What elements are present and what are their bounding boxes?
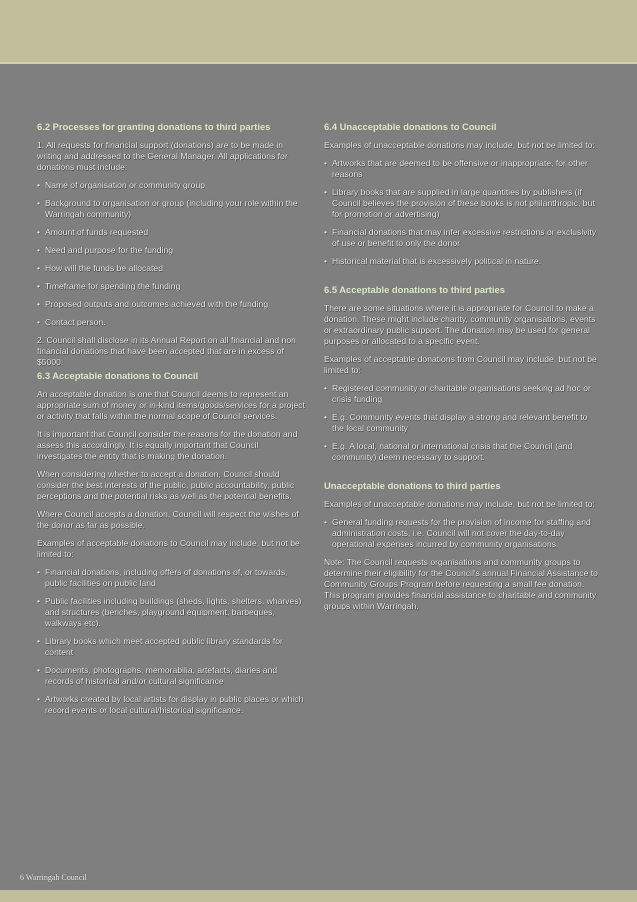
right-column [324,121,600,619]
paragraph: 1. All requests for financial support (donations) are to be made in writing and addressed to the General Manager. All applications for donations must include: [37,140,288,172]
bullet-list [37,180,305,328]
spacer [324,274,600,284]
section-6-3 [37,370,305,716]
section-heading: 6.2 Processes for granting donations to third parties [37,121,271,132]
paragraph: It is important that Council consider the reasons for the donation and assess this accordingly. It is equally important that Council investigates the entity that is making the donation. [37,429,298,461]
bullet-list [37,567,305,716]
paragraph: An acceptable donation is one that Council deems to represent an appropriate sum of money or in-kind items/goods/services for a project or activity that falls within the normal scope of Council services. [37,389,305,421]
bottom-band [0,890,637,902]
list-item: • Artworks created by local artists for display in public places or which record events or local cultural/historical significance. [37,694,305,716]
section-unacceptable-third-parties [324,480,600,612]
list-item: • Public facilities including buildings (sheds, lights, shelters, wharves) and structures (benches, playground equipment, barbeques, walkways etc). [37,596,305,629]
bullet-list [324,517,600,550]
list-item: • Name of organisation or community group [37,180,305,191]
page-footer: 6 Warringah Council [20,873,87,882]
list-item: • Historical material that is excessively political in nature. [324,256,600,267]
spacer [324,470,600,480]
list-item: • Contact person. [37,317,305,328]
section-6-2 [37,121,305,368]
section-heading: Unacceptable donations to third parties [324,480,501,491]
list-item: • Financial donations, including offers of donations of, or towards, public facilities on public land [37,567,305,589]
list-item: • Financial donations that may infer excessive restrictions or exclusivity of use or benefit to only the donor [324,227,600,249]
list-item: • Library books that are supplied in large quantities by publishers (if Council believes the provision of these books is not philanthropic, but for promotion or advertising) [324,187,600,220]
list-item: • Background to organisation or group (including your role within the Warringah community) [37,198,305,220]
paragraph: Examples of unacceptable donations may include, but not be limited to: [324,140,595,150]
top-band [0,0,637,64]
list-item: • How will the funds be allocated [37,263,305,274]
section-heading: 6.4 Unacceptable donations to Council [324,121,497,132]
section-heading: 6.5 Acceptable donations to third parties [324,284,505,295]
list-item: • Library books which meet accepted public library standards for content [37,636,305,658]
paragraph: Examples of acceptable donations to Council may include, but not be limited to: [37,538,300,559]
paragraph: When considering whether to accept a donation, Council should consider the best interests of the public, public accountability, public perceptions and the potential risks as well as the potential benefits. [37,469,295,501]
paragraph: Examples of acceptable donations from Council may include, but not be limited to: [324,354,597,375]
list-item: • General funding requests for the provision of income for staffing and administration costs, i.e. Council will not cover the day-to-day operational expenses incurred by community organisations. [324,517,600,550]
list-item: • Registered community or charitable organisations seeking ad hoc or crisis funding [324,383,600,405]
section-6-5 [324,284,600,463]
paragraph: Where Council accepts a donation, Council will respect the wishes of the donor as far as possible. [37,509,299,530]
bullet-list [324,383,600,463]
paragraph: There are some situations where it is appropriate for Council to make a donation. These might include charity, community organisations, events or extraordinary public support. The donation may be used for general purposes or allocated to a specific event. [324,303,596,346]
list-item: • E.g. A local, national or international crisis that the Council (and community) deem necessary to support. [324,441,600,463]
section-6-4 [324,121,600,267]
paragraph: Examples of unacceptable donations may include, but not be limited to: [324,499,595,509]
left-column [37,121,305,723]
section-heading: 6.3 Acceptable donations to Council [37,370,199,381]
paragraph: 2. Council shall disclose in its Annual Report on all financial and non financial donations that have been accepted that are in excess of $5000. [37,335,296,367]
list-item: • Proposed outputs and outcomes achieved with the funding [37,299,305,310]
list-item: • Amount of funds requested [37,227,305,238]
list-item: • Timeframe for spending the funding [37,281,305,292]
bullet-list [324,158,600,267]
list-item: • Documents, photographs, memorabilia, artefacts, diaries and records of historical and/or cultural significance [37,665,305,687]
note-paragraph: Note: The Council requests organisations and community groups to determine their eligibility for the Council's annual Financial Assistance to Community Groups Program before requesting a small fee donation. This program provides financial assistance to charitable and community groups within Warringah. [324,557,598,611]
list-item: • E.g. Community events that display a strong and relevant benefit to the local community [324,412,600,434]
list-item: • Need and purpose for the funding [37,245,305,256]
list-item: • Artworks that are deemed to be offensive or inappropriate, for other reasons [324,158,600,180]
